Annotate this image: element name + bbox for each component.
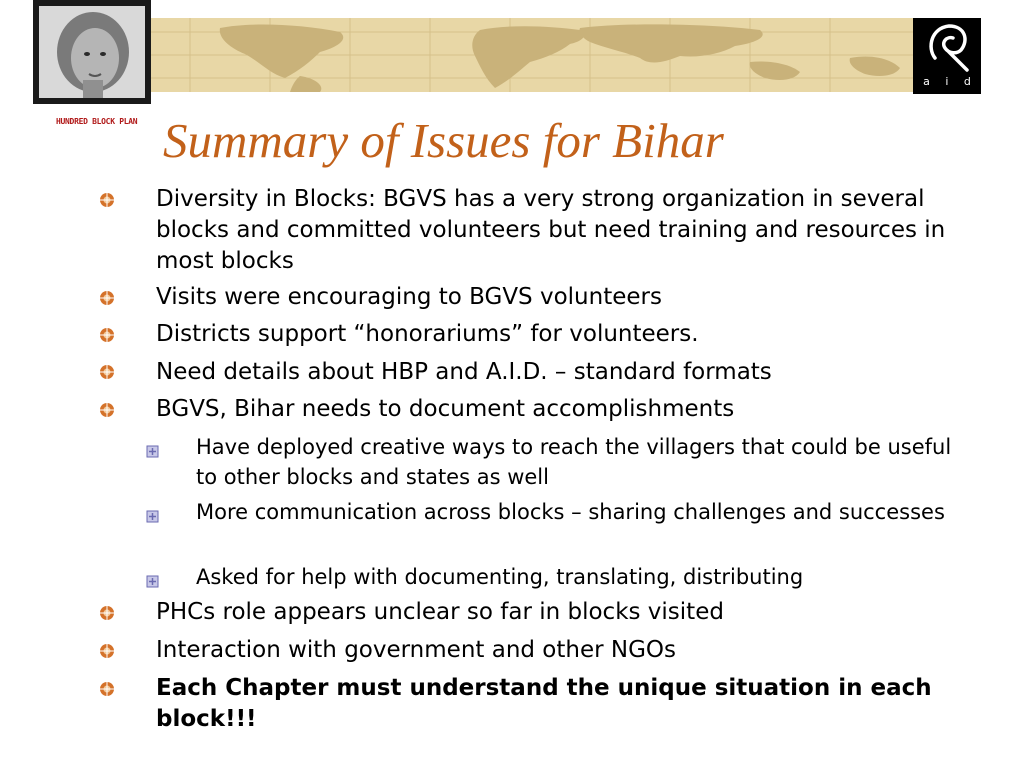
sun-bullet-icon bbox=[99, 605, 115, 621]
square-bullet-icon bbox=[146, 508, 159, 521]
sub-bullet-item: Have deployed creative ways to reach the villagers that could be useful to other blocks and states as well bbox=[196, 435, 952, 489]
bullet-item: Need details about HBP and A.I.D. – standard formats bbox=[156, 359, 772, 385]
bullet-item: BGVS, Bihar needs to document accomplishments bbox=[156, 396, 735, 422]
hundred-block-plan-label: HUNDRED BLOCK PLAN bbox=[56, 117, 138, 126]
square-bullet-icon bbox=[146, 573, 159, 586]
sub-bullet-item: More communication across blocks – sharing challenges and successes bbox=[196, 500, 945, 524]
bullet-item: Diversity in Blocks: BGVS has a very strong organization in several blocks and committed volunteers but need training and resources in most blocks bbox=[156, 186, 946, 274]
bullet-item: PHCs role appears unclear so far in blocks visited bbox=[156, 599, 724, 625]
sun-bullet-icon bbox=[99, 192, 115, 208]
bullet-item: Visits were encouraging to BGVS volunteers bbox=[156, 284, 662, 310]
sun-bullet-icon bbox=[99, 643, 115, 659]
sun-bullet-icon bbox=[99, 290, 115, 306]
aid-logo-text: a i d bbox=[923, 75, 977, 88]
sun-bullet-icon bbox=[99, 327, 115, 343]
square-bullet-icon bbox=[146, 443, 159, 456]
sun-bullet-icon bbox=[99, 364, 115, 380]
sun-bullet-icon bbox=[99, 681, 115, 697]
sun-bullet-icon bbox=[99, 402, 115, 418]
bullet-item: Interaction with government and other NGOs bbox=[156, 637, 677, 663]
bullet-item-emphasis: Each Chapter must understand the unique situation in each block!!! bbox=[156, 675, 932, 732]
slide-title: Summary of Issues for Bihar bbox=[163, 113, 724, 168]
sub-bullet-item: Asked for help with documenting, translating, distributing bbox=[196, 565, 804, 589]
bullet-item: Districts support “honorariums” for volunteers. bbox=[156, 321, 699, 347]
